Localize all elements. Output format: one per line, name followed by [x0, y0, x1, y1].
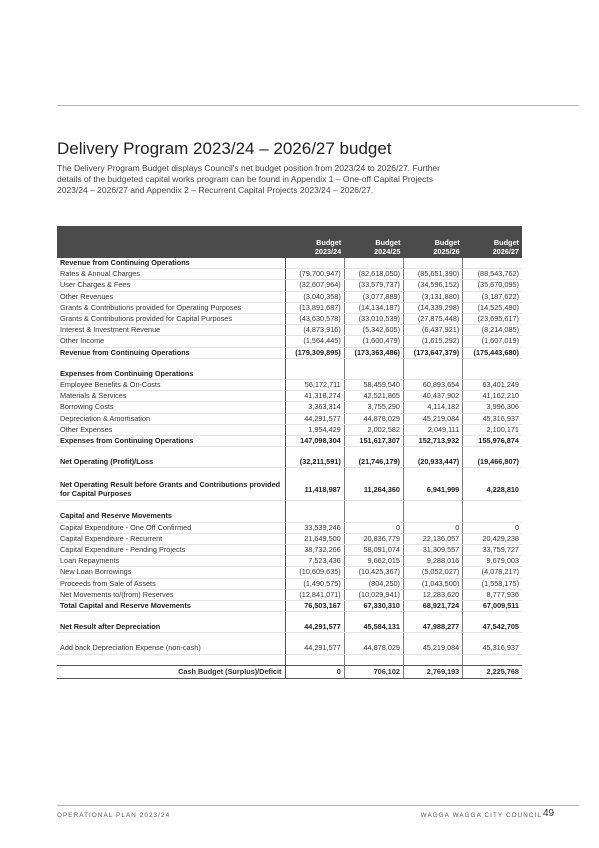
- row-value-col-3: [404, 468, 463, 479]
- row-value-col-1: (1,490,575): [285, 578, 344, 589]
- row-value-col-3: 60,893,654: [404, 380, 463, 391]
- table-row: [57, 633, 522, 644]
- table-row: [57, 424, 522, 435]
- row-value-col-4: [463, 654, 522, 665]
- row-label: Other Revenues: [57, 291, 285, 302]
- row-value-col-1: 0: [285, 665, 344, 678]
- top-divider: [57, 105, 579, 106]
- row-value-col-4: [463, 612, 522, 623]
- row-value-col-1: (13,891,687): [285, 302, 344, 313]
- table-row: [57, 601, 522, 612]
- row-value-col-3: 12,283,620: [404, 589, 463, 600]
- row-value-col-3: [404, 369, 463, 380]
- row-value-col-3: (5,052,027): [404, 567, 463, 578]
- row-value-col-1: 44,291,577: [285, 643, 344, 654]
- row-label: Employee Benefits & On-Costs: [57, 380, 285, 391]
- row-value-col-4: 67,009,511: [463, 601, 522, 612]
- table-header-row: [57, 226, 522, 258]
- row-label: [57, 501, 285, 512]
- row-label: [57, 612, 285, 623]
- row-value-col-2: (33,579,737): [344, 280, 403, 291]
- row-value-col-2: (10,029,941): [344, 589, 403, 600]
- row-value-col-1: (4,873,916): [285, 325, 344, 336]
- row-value-col-3: (1,043,500): [404, 578, 463, 589]
- row-value-col-1: [285, 369, 344, 380]
- row-label: Add back Depreciation Expense (non-cash): [57, 643, 285, 654]
- table-row: [57, 302, 522, 313]
- row-value-col-4: [463, 358, 522, 369]
- row-label: Total Capital and Reserve Movements: [57, 601, 285, 612]
- row-value-col-4: (175,443,680): [463, 347, 522, 358]
- row-label: Other Income: [57, 336, 285, 347]
- row-value-col-2: [344, 468, 403, 479]
- row-label: User Charges & Fees: [57, 280, 285, 291]
- row-value-col-1: [285, 468, 344, 479]
- row-value-col-2: 67,330,310: [344, 601, 403, 612]
- row-value-col-3: 2,769,193: [404, 665, 463, 678]
- row-value-col-3: [404, 633, 463, 644]
- row-value-col-1: 44,291,577: [285, 622, 344, 633]
- table-row: [57, 567, 522, 578]
- row-value-col-1: (179,309,895): [285, 347, 344, 358]
- row-value-col-1: (32,211,591): [285, 457, 344, 468]
- row-value-col-3: (14,339,298): [404, 302, 463, 313]
- row-label: [57, 654, 285, 665]
- row-value-col-2: (173,363,486): [344, 347, 403, 358]
- row-value-col-2: 45,584,131: [344, 622, 403, 633]
- table-row: [57, 269, 522, 280]
- row-value-col-2: (14,134,187): [344, 302, 403, 313]
- row-value-col-2: [344, 358, 403, 369]
- row-value-col-2: (3,077,889): [344, 291, 403, 302]
- row-value-col-3: 4,114,182: [404, 402, 463, 413]
- page-number: 49: [543, 808, 555, 819]
- row-value-col-2: 44,878,029: [344, 413, 403, 424]
- row-value-col-1: 3,363,314: [285, 402, 344, 413]
- row-label: Capital Expenditure - Pending Projects: [57, 545, 285, 556]
- row-value-col-2: 9,662,015: [344, 556, 403, 567]
- row-value-col-3: [404, 511, 463, 522]
- row-value-col-4: 155,976,874: [463, 436, 522, 447]
- row-value-col-2: (1,600,479): [344, 336, 403, 347]
- row-label: Capital and Reserve Movements: [57, 511, 285, 522]
- row-value-col-1: (1,564,445): [285, 336, 344, 347]
- row-value-col-1: 44,291,577: [285, 413, 344, 424]
- row-label: Capital Expenditure - Recurrent: [57, 533, 285, 544]
- row-value-col-3: (173,647,379): [404, 347, 463, 358]
- row-value-col-1: (12,841,071): [285, 589, 344, 600]
- row-value-col-2: 44,878,029: [344, 643, 403, 654]
- row-value-col-3: (85,651,390): [404, 269, 463, 280]
- row-value-col-3: (1,615,292): [404, 336, 463, 347]
- row-value-col-4: [463, 447, 522, 458]
- row-value-col-2: 58,459,540: [344, 380, 403, 391]
- row-value-col-1: (79,700,947): [285, 269, 344, 280]
- row-value-col-3: (3,131,880): [404, 291, 463, 302]
- row-value-col-4: [463, 501, 522, 512]
- row-value-col-2: 151,617,307: [344, 436, 403, 447]
- table-row: [57, 347, 522, 358]
- row-value-col-2: (33,010,539): [344, 314, 403, 325]
- row-label: Grants & Contributions provided for Operating Purposes: [57, 302, 285, 313]
- row-value-col-1: 1,954,429: [285, 424, 344, 435]
- row-label: [57, 358, 285, 369]
- row-value-col-1: 56,172,711: [285, 380, 344, 391]
- row-label: Net Operating Result before Grants and Contributions provided for Capital Purposes: [57, 478, 285, 501]
- row-value-col-3: [404, 501, 463, 512]
- row-value-col-1: (10,609,635): [285, 567, 344, 578]
- row-value-col-2: [344, 369, 403, 380]
- row-label: New Loan Borrowings: [57, 567, 285, 578]
- table-row: [57, 622, 522, 633]
- table-row: [57, 578, 522, 589]
- table-row: [57, 654, 522, 665]
- table-row: [57, 545, 522, 556]
- table-row: [57, 291, 522, 302]
- footer-document-name: OPERATIONAL PLAN 2023/24: [57, 812, 171, 819]
- table-row: [57, 501, 522, 512]
- row-value-col-3: 68,921,724: [404, 601, 463, 612]
- row-value-col-2: 11,264,360: [344, 478, 403, 501]
- row-value-col-2: 20,836,779: [344, 533, 403, 544]
- row-value-col-3: [404, 258, 463, 269]
- row-value-col-1: (32,607,964): [285, 280, 344, 291]
- row-value-col-2: [344, 501, 403, 512]
- row-value-col-2: 706,102: [344, 665, 403, 678]
- row-value-col-3: 0: [404, 522, 463, 533]
- row-value-col-4: (3,187,622): [463, 291, 522, 302]
- intro-paragraph: The Delivery Program Budget displays Council's net budget position from 2023/24 to 2026/27. Further details of the budgeted capital works program can be found in Appendix 1 – One-off Capital Projects 2023/24 – 2026/27 and Appendix 2 – Recurrent Capital Projects 2023/24 – 2026/27.: [57, 163, 440, 195]
- header-label-cell: [57, 226, 285, 258]
- row-value-col-1: [285, 633, 344, 644]
- row-value-col-4: 20,429,238: [463, 533, 522, 544]
- row-label: Depreciation & Amortisation: [57, 413, 285, 424]
- table-row: [57, 436, 522, 447]
- header-col-2025-26: Budget 2025/26: [404, 226, 463, 258]
- row-value-col-4: 45,316,937: [463, 643, 522, 654]
- row-value-col-1: 33,539,246: [285, 522, 344, 533]
- row-value-col-3: (20,933,447): [404, 457, 463, 468]
- table-row: [57, 336, 522, 347]
- row-value-col-4: (1,558,175): [463, 578, 522, 589]
- table-row: [57, 358, 522, 369]
- row-value-col-1: [285, 501, 344, 512]
- row-value-col-2: [344, 511, 403, 522]
- row-value-col-4: 3,996,306: [463, 402, 522, 413]
- table-row: [57, 402, 522, 413]
- table-row: [57, 589, 522, 600]
- page-title: Delivery Program 2023/24 – 2026/27 budget: [57, 139, 392, 158]
- footer-council-name: WAGGA WAGGA CITY COUNCIL: [420, 812, 542, 819]
- table-row: [57, 468, 522, 479]
- row-value-col-4: (88,543,762): [463, 269, 522, 280]
- row-value-col-3: 2,049,111: [404, 424, 463, 435]
- row-label: Net Result after Depreciation: [57, 622, 285, 633]
- row-value-col-1: [285, 511, 344, 522]
- row-value-col-2: 42,521,865: [344, 391, 403, 402]
- row-value-col-3: 152,713,932: [404, 436, 463, 447]
- row-value-col-3: 9,288,016: [404, 556, 463, 567]
- row-label: [57, 468, 285, 479]
- row-value-col-3: [404, 612, 463, 623]
- row-value-col-3: 40,437,902: [404, 391, 463, 402]
- table-row: [57, 325, 522, 336]
- row-value-col-4: (8,214,085): [463, 325, 522, 336]
- row-value-col-4: (19,466,807): [463, 457, 522, 468]
- row-value-col-1: (43,630,578): [285, 314, 344, 325]
- row-label: Net Movements to/(from) Reserves: [57, 589, 285, 600]
- table-row: [57, 533, 522, 544]
- row-value-col-1: 76,503,167: [285, 601, 344, 612]
- row-value-col-4: 4,228,810: [463, 478, 522, 501]
- row-value-col-3: [404, 447, 463, 458]
- row-value-col-2: [344, 612, 403, 623]
- row-value-col-1: [285, 612, 344, 623]
- table-row: [57, 511, 522, 522]
- row-label: Revenue from Continuing Operations: [57, 258, 285, 269]
- row-value-col-4: [463, 633, 522, 644]
- row-value-col-3: 22,136,057: [404, 533, 463, 544]
- row-value-col-4: (1,607,019): [463, 336, 522, 347]
- row-value-col-2: (21,746,179): [344, 457, 403, 468]
- row-value-col-4: 63,401,249: [463, 380, 522, 391]
- table-row: [57, 612, 522, 623]
- row-value-col-4: 33,759,727: [463, 545, 522, 556]
- row-value-col-1: (3,040,358): [285, 291, 344, 302]
- row-value-col-4: [463, 511, 522, 522]
- table-row: [57, 643, 522, 654]
- row-label: Other Expenses: [57, 424, 285, 435]
- table-body: [57, 258, 522, 678]
- row-value-col-3: (34,596,152): [404, 280, 463, 291]
- footer-divider: [57, 805, 579, 806]
- row-value-col-2: [344, 447, 403, 458]
- row-value-col-1: 7,523,436: [285, 556, 344, 567]
- row-value-col-1: [285, 358, 344, 369]
- row-value-col-4: (14,525,480): [463, 302, 522, 313]
- row-label: Proceeds from Sale of Assets: [57, 578, 285, 589]
- row-label: Net Operating (Profit)/Loss: [57, 457, 285, 468]
- row-value-col-4: [463, 258, 522, 269]
- row-label: Expenses from Continuing Operations: [57, 436, 285, 447]
- table-row: [57, 391, 522, 402]
- table-row: [57, 413, 522, 424]
- budget-table-container: [57, 226, 522, 679]
- table-row: [57, 457, 522, 468]
- row-value-col-2: [344, 633, 403, 644]
- row-value-col-4: 47,542,705: [463, 622, 522, 633]
- row-label: Rates & Annual Charges: [57, 269, 285, 280]
- row-value-col-1: 11,418,987: [285, 478, 344, 501]
- row-value-col-4: 9,679,003: [463, 556, 522, 567]
- row-value-col-4: 8,777,936: [463, 589, 522, 600]
- table-row: [57, 258, 522, 269]
- row-label: [57, 447, 285, 458]
- row-value-col-1: 21,649,500: [285, 533, 344, 544]
- header-col-2024-25: Budget 2024/25: [344, 226, 403, 258]
- row-value-col-4: [463, 468, 522, 479]
- row-label: Interest & Investment Revenue: [57, 325, 285, 336]
- row-value-col-2: (82,618,050): [344, 269, 403, 280]
- row-value-col-4: (23,695,617): [463, 314, 522, 325]
- row-value-col-4: [463, 369, 522, 380]
- row-value-col-3: 6,941,999: [404, 478, 463, 501]
- budget-table: [57, 226, 522, 679]
- table-row: [57, 380, 522, 391]
- row-value-col-3: (27,875,448): [404, 314, 463, 325]
- row-value-col-1: [285, 258, 344, 269]
- row-value-col-2: 0: [344, 522, 403, 533]
- row-value-col-1: 147,098,304: [285, 436, 344, 447]
- row-value-col-2: (5,342,605): [344, 325, 403, 336]
- row-label: Capital Expenditure - One Off Confirmed: [57, 522, 285, 533]
- row-label: Borrowing Costs: [57, 402, 285, 413]
- table-row: [57, 522, 522, 533]
- row-value-col-3: [404, 358, 463, 369]
- row-value-col-2: 58,091,074: [344, 545, 403, 556]
- row-label: Grants & Contributions provided for Capital Purposes: [57, 314, 285, 325]
- table-row: [57, 478, 522, 501]
- table-row: [57, 447, 522, 458]
- row-value-col-1: [285, 654, 344, 665]
- row-label: Materials & Services: [57, 391, 285, 402]
- row-value-col-4: 2,225,768: [463, 665, 522, 678]
- row-label: Revenue from Continuing Operations: [57, 347, 285, 358]
- row-value-col-4: (4,078,217): [463, 567, 522, 578]
- row-value-col-2: (804,250): [344, 578, 403, 589]
- row-value-col-3: 45,219,084: [404, 643, 463, 654]
- header-col-2026-27: Budget 2026/27: [463, 226, 522, 258]
- row-value-col-4: (35,670,095): [463, 280, 522, 291]
- row-value-col-3: (6,437,921): [404, 325, 463, 336]
- row-value-col-3: [404, 654, 463, 665]
- row-value-col-2: (10,425,367): [344, 567, 403, 578]
- row-label: [57, 633, 285, 644]
- row-value-col-2: 2,002,582: [344, 424, 403, 435]
- row-value-col-1: 41,318,274: [285, 391, 344, 402]
- row-value-col-4: 41,162,210: [463, 391, 522, 402]
- row-value-col-3: 31,309,557: [404, 545, 463, 556]
- row-value-col-4: 45,316,937: [463, 413, 522, 424]
- table-row: [57, 369, 522, 380]
- row-value-col-3: 47,988,277: [404, 622, 463, 633]
- row-value-col-1: [285, 447, 344, 458]
- row-value-col-2: [344, 258, 403, 269]
- header-col-2023-24: Budget 2023/24: [285, 226, 344, 258]
- row-value-col-4: 2,100,171: [463, 424, 522, 435]
- table-row: [57, 556, 522, 567]
- row-label: Loan Repayments: [57, 556, 285, 567]
- row-value-col-3: 45,219,084: [404, 413, 463, 424]
- table-row: [57, 665, 522, 678]
- row-value-col-4: 0: [463, 522, 522, 533]
- table-row: [57, 280, 522, 291]
- row-value-col-2: 3,755,290: [344, 402, 403, 413]
- table-row: [57, 314, 522, 325]
- row-value-col-1: 38,732,266: [285, 545, 344, 556]
- row-value-col-2: [344, 654, 403, 665]
- row-label: Expenses from Continuing Operations: [57, 369, 285, 380]
- row-label: Cash Budget (Surplus)/Deficit: [57, 665, 285, 678]
